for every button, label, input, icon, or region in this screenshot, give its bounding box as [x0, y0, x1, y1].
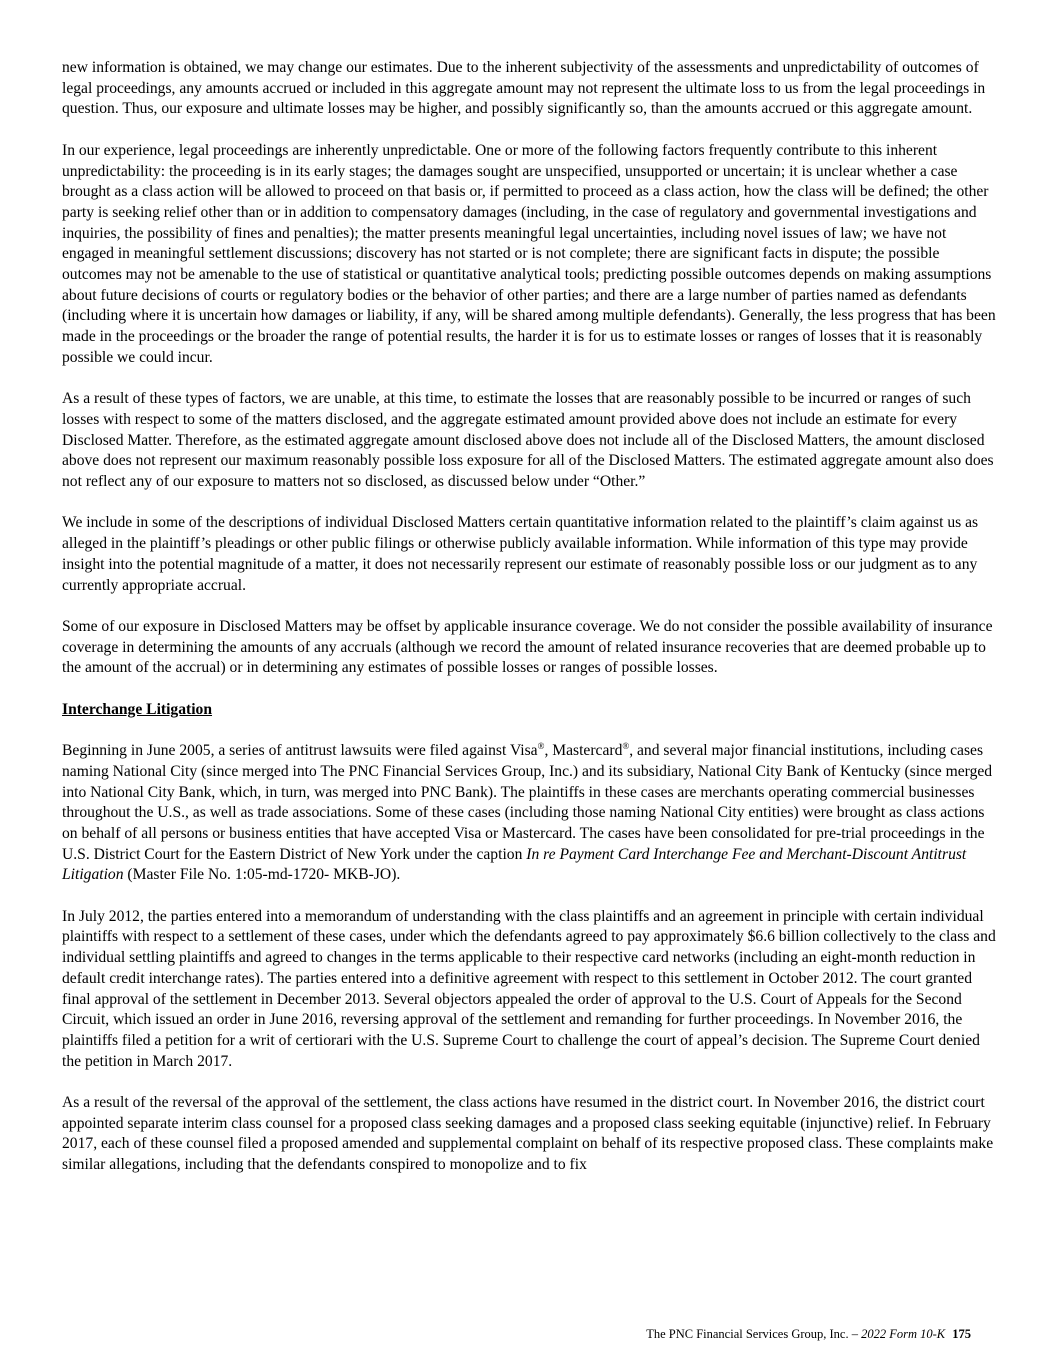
paragraph-unpredictability: In our experience, legal proceedings are inherently unpredictable. One or more of the following factors frequently contribute to this inherent unpredictability: the proceeding is in its early stages; the damages sought are unspecified, unsupported or uncertain; it is unclear whether a case brought as a class action will be allowed to proceed on that basis or, if permitted to proceed as a class action, how the class will be defined; the other party is seeking relief other than or in addition to compensatory damages (including, in the case of regulatory and governmental investigations and inquiries, the possibility of fines and penalties); the matter presents meaningful legal uncertainties, including novel issues of law; we have not engaged in meaningful settlement discussions; discovery has not started or is not complete; there are significant facts in dispute; the possible outcomes may not be amenable to the use of statistical or quantitative analytical tools; predicting possible outcomes depends on making assumptions about future decisions of courts or regulatory bodies or the behavior of other parties; and there are a large number of parties named as defendants (including where it is uncertain how damages or liability, if any, will be shared among multiple defendants). Generally, the less progress that has been made in the proceedings or the broader the range of potential results, the harder it is for us to estimate losses or ranges of losses that it is reasonably possible we could incur. — [62, 141, 996, 366]
registered-mark-visa: ® — [537, 741, 545, 752]
case-caption: In re Payment Card Interchange Fee and Merchant-Discount Antitrust Litigation — [62, 845, 967, 884]
section-heading-interchange-litigation: Interchange Litigation — [62, 700, 213, 718]
interchange-text-part4: (Master File No. 1:05-md-1720- MKB-JO). — [123, 866, 401, 884]
page-footer — [646, 1326, 971, 1342]
interchange-text-part1: Beginning in June 2005, a series of antitrust lawsuits were filed against Visa — [62, 742, 538, 760]
paragraph-quantitative-information: We include in some of the descriptions of individual Disclosed Matters certain quantitative information related to the plaintiff’s claim against us as alleged in the plaintiff’s pleadings or other public filings or otherwise publicly available information. While information of this type may provide insight into the potential magnitude of a matter, it does not necessarily represent our estimate of reasonably possible loss or our judgment as to any currently appropriate accrual. — [62, 514, 979, 594]
interchange-text-part2: , Mastercard — [544, 742, 623, 760]
footer-form: 2022 Form 10-K — [861, 1327, 946, 1341]
paragraph-settlement-history: In July 2012, the parties entered into a memorandum of understanding with the class plaintiffs and an agreement in principle with certain individual plaintiffs with respect to a settlement of these cases, under which the defendants agreed to pay approximately $6.6 billion collectively to the class and individual settling plaintiffs and agreed to changes in the terms applicable to their respective card networks (including an eight-month reduction in default credit interchange rates). The parties entered into a definitive agreement with respect to this settlement in October 2012. The court granted final approval of the settlement in December 2013. Several objectors appealed the order of approval to the U.S. Court of Appeals for the Second Circuit, which issued an order in June 2016, reversing approval of the settlement and remanding for further proceedings. In November 2016, the plaintiffs filed a petition for a writ of certiorari with the U.S. Supreme Court to challenge the court of appeal’s decision. The Supreme Court denied the petition in March 2017. — [62, 907, 996, 1070]
paragraph-class-actions-resumed: As a result of the reversal of the approval of the settlement, the class actions have resumed in the district court. In November 2016, the district court appointed separate interim class counsel for a proposed class seeking damages and a proposed class seeking equitable (injunctive) relief. In February 2017, each of these counsel filed a proposed amended and supplemental complaint on behalf of its respective proposed class. These complaints make similar allegations, including that the defendants conspired to monopolize and to fix — [62, 1094, 994, 1174]
paragraph-interchange-background — [62, 741, 996, 886]
document-body — [62, 58, 996, 1176]
registered-mark-mastercard: ® — [622, 741, 630, 752]
paragraph-insurance-coverage: Some of our exposure in Disclosed Matters may be offset by applicable insurance coverage. We do not consider the possible availability of insurance coverage in determining the amounts of any accruals (although we record the amount of related insurance recoveries that are deemed probable up to the amount of the accrual) or in determining any estimates of possible losses or ranges of possible losses. — [62, 617, 993, 677]
paragraph-estimates: new information is obtained, we may change our estimates. Due to the inherent subjectivity of the assessments and unpredictability of outcomes of legal proceedings, any amounts accrued or included in this aggregate amount may not represent the ultimate loss to us from the legal proceedings in question. Thus, our exposure and ultimate losses may be higher, and possibly significantly so, than the amounts accrued or this aggregate amount. — [62, 59, 986, 118]
interchange-text-part3: , and several major financial institutions, including cases naming National City (since merged into The PNC Financial Services Group, Inc.) and its subsidiary, National City Bank of Kentucky (since merged into National City Bank, which, in turn, was merged into PNC Bank). The plaintiffs in these cases are merchants operating commercial businesses throughout the U.S., as well as trade associations. Some of these cases (including those naming National City entities) were brought as class actions on behalf of all persons or business entities that have accepted Visa or Mastercard. The cases have been consolidated for pre-trial proceedings in the U.S. District Court for the Eastern District of New York under the caption — [62, 742, 993, 863]
footer-company: The PNC Financial Services Group, Inc. – — [646, 1327, 858, 1341]
page-number: 175 — [952, 1327, 971, 1341]
paragraph-unable-to-estimate: As a result of these types of factors, we are unable, at this time, to estimate the losses that are reasonably possible to be incurred or ranges of such losses with respect to some of the matters disclosed, and the aggregate estimated amount provided above does not include an estimate for every Disclosed Matter. Therefore, as the estimated aggregate amount disclosed above does not include all of the Disclosed Matters, the amount disclosed above does not represent our maximum reasonably possible loss exposure for all of the Disclosed Matters. The estimated aggregate amount also does not reflect any of our exposure to matters not so disclosed, as discussed below under “Other.” — [62, 390, 994, 491]
